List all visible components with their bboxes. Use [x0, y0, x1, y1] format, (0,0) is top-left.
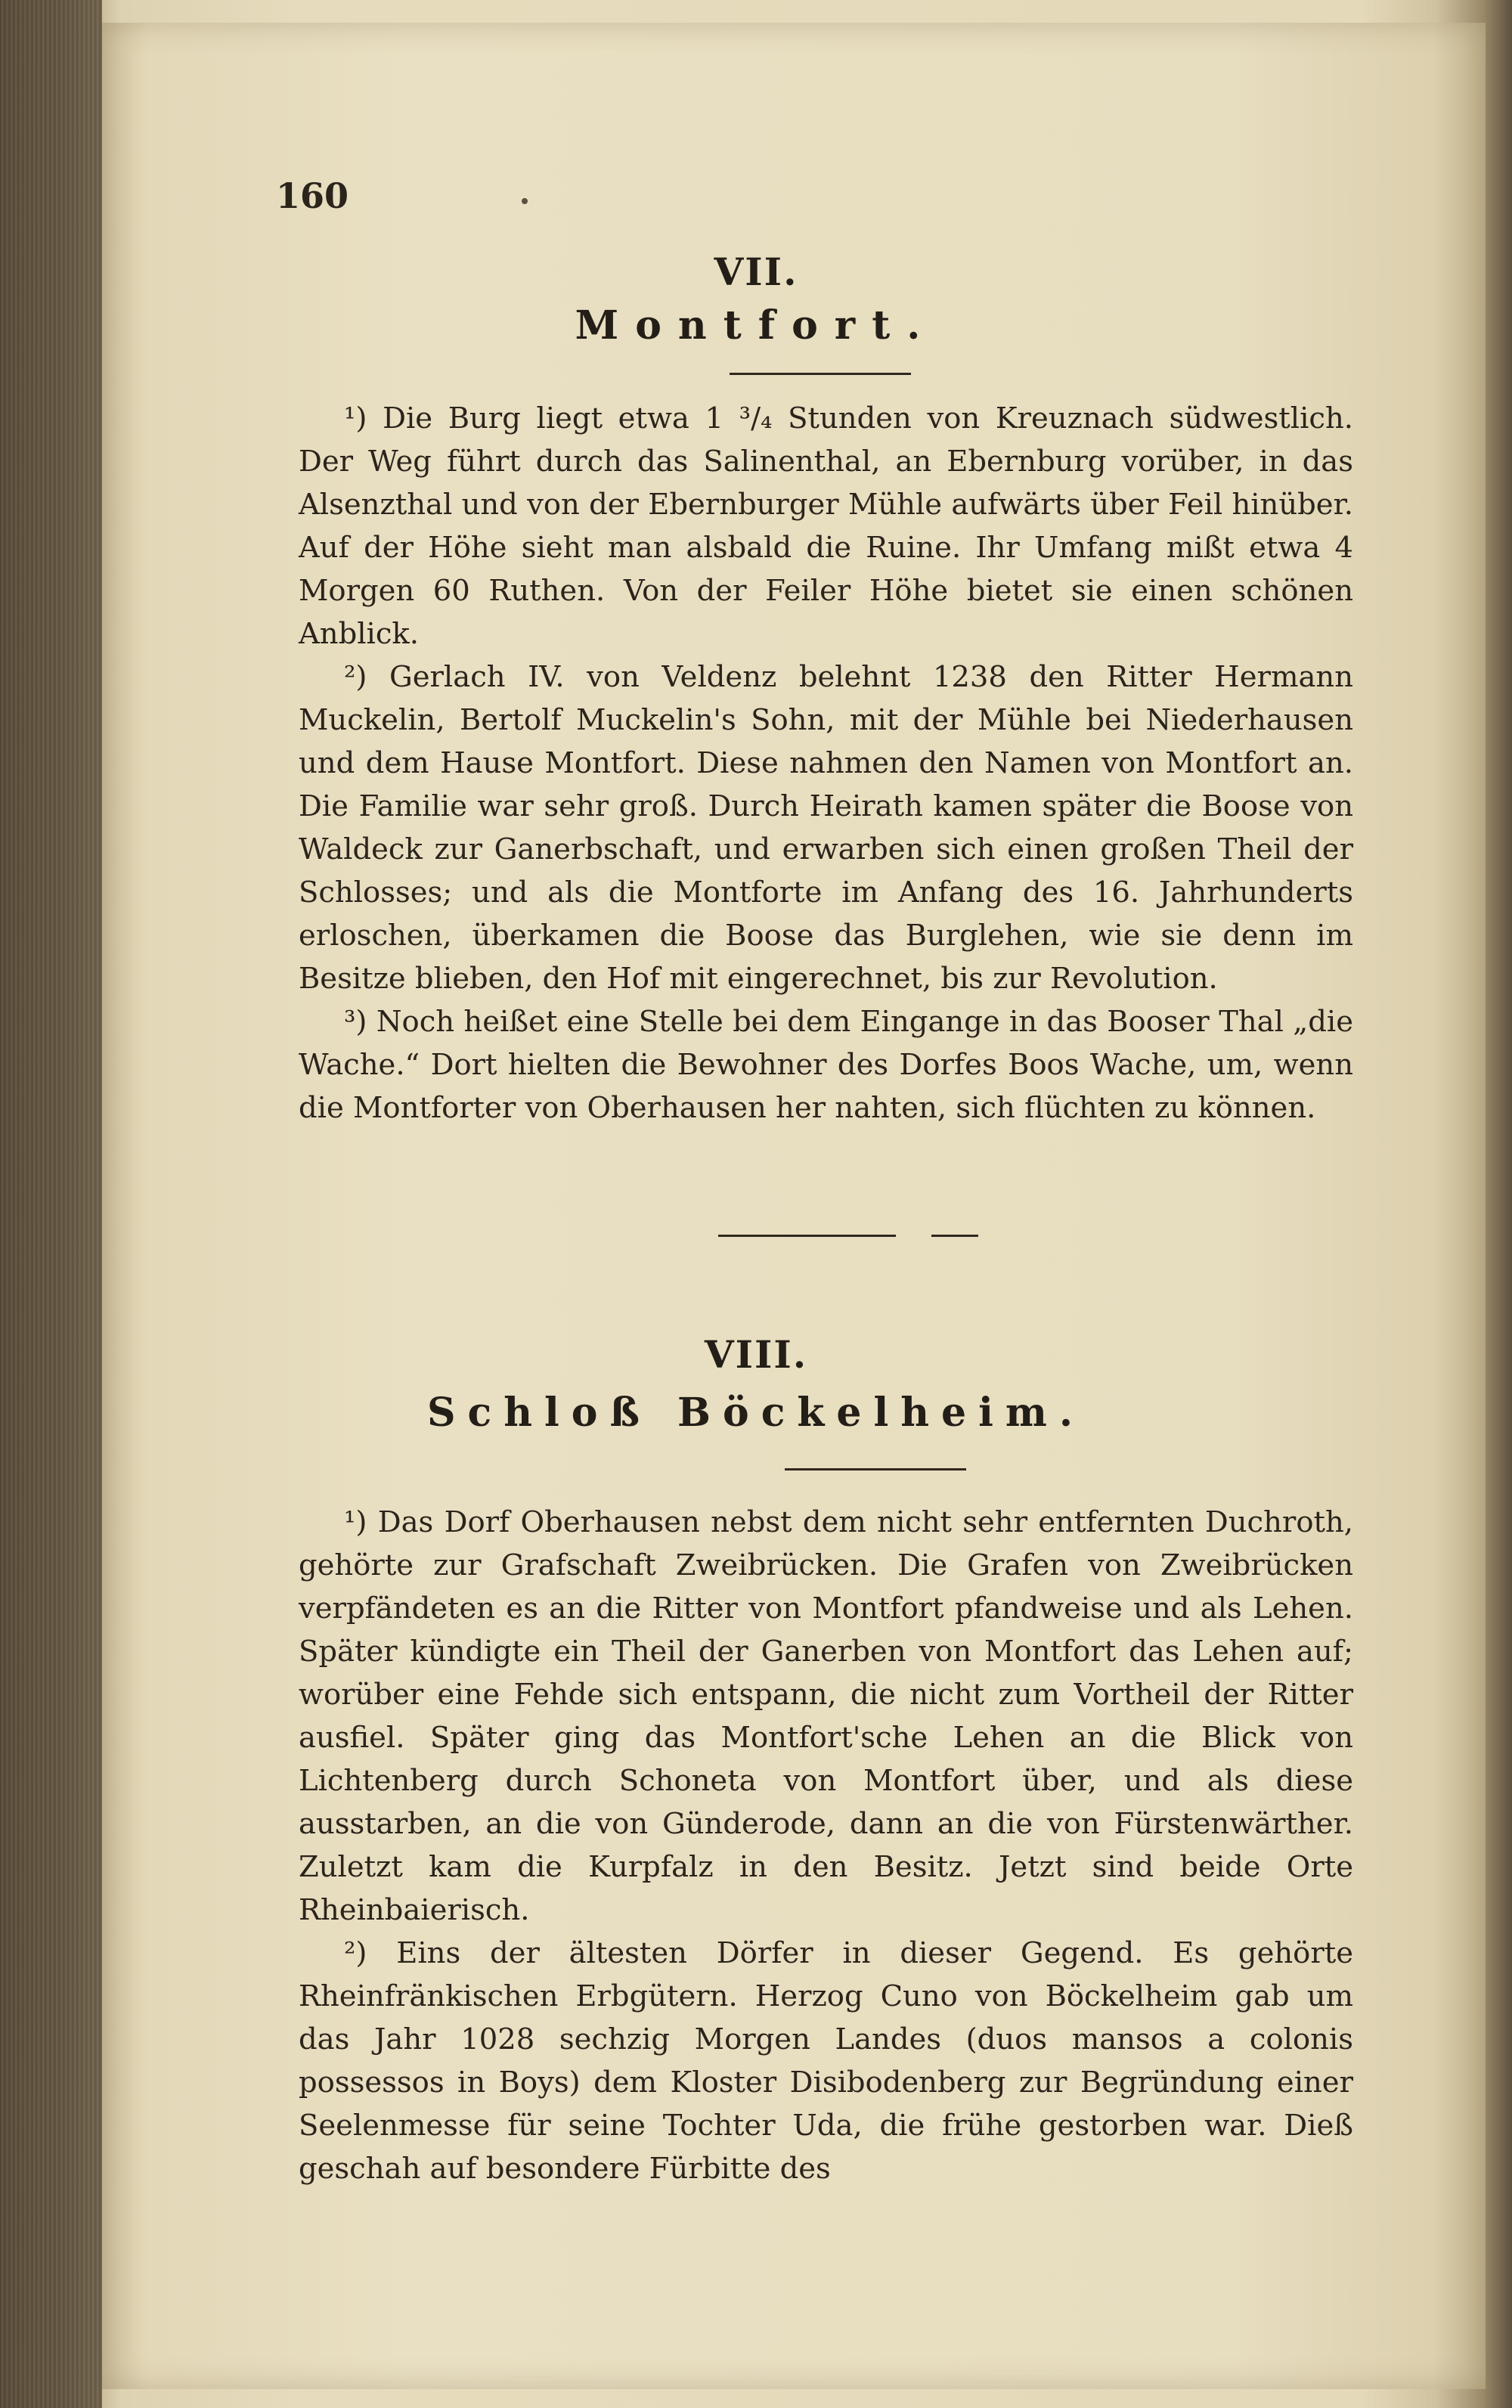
section-body-viii: [299, 1501, 1353, 2190]
footnote-paragraph: ²) Eins der ältesten Dörfer in dieser Gegend. Es gehörte Rheinfränkischen Erbgütern. Herzog Cuno von Böckelheim gab um das Jahr 1028 sechzig Morgen Landes (duos mansos a colonis possessos in Boys) dem Kloster Disibodenberg zur Begründung einer Seelenmesse für seine Tochter Uda, die frühe gestorben war. Dieß geschah auf besondere Fürbitte des: [299, 1936, 1353, 2186]
section-title-montfort: Montfort.: [575, 302, 937, 349]
footnote-paragraph: ³) Noch heißet eine Stelle bei dem Eingange in das Booser Thal „die Wache.“ Dort hielten die Bewohner des Dorfes Boos Wache, um, wenn die Montforter von Oberhausen her nahten, sich flüchten zu können.: [299, 1005, 1353, 1125]
section-separator: [931, 1235, 978, 1237]
footnote-paragraph: ²) Gerlach IV. von Veldenz belehnt 1238 den Ritter Hermann Muckelin, Bertolf Muckelin's Sohn, mit der Mühle bei Niederhausen und dem Hause Montfort. Diese nahmen den Namen von Montfort an. Die Familie war sehr groß. Durch Heirath kamen später die Boose von Waldeck zur Ganerbschaft, und erwarben sich einen großen Theil der Schlosses; und als die Montforte im Anfang des 16. Jahrhunderts erloschen, überkamen die Boose das Burglehen, wie sie denn im Besitze blieben, den Hof mit eingerechnet, bis zur Revolution.: [299, 660, 1353, 996]
section-numeral-viii: VIII.: [704, 1332, 808, 1377]
section-body-vii: [299, 397, 1353, 1130]
title-rule: [730, 373, 911, 375]
footnote-paragraph: ¹) Das Dorf Oberhausen nebst dem nicht sehr entfernten Duchroth, gehörte zur Grafschaft Zweibrücken. Die Grafen von Zweibrücken verpfändeten es an die Ritter von Montfort pfandweise und als Lehen. Später kündigte ein Theil der Ganerben von Montfort das Lehen auf; worüber eine Fehde sich entspann, die nicht zum Vortheil der Ritter ausfiel. Später ging das Montfort'sche Lehen an die Blick von Lichtenberg durch Schoneta von Montfort über, und als diese ausstarben, an die von Günderode, dann an die von Fürstenwärther. Zuletzt kam die Kurpfalz in den Besitz. Jetzt sind beide Orte Rheinbaierisch.: [299, 1505, 1353, 1927]
section-title-schloss-boeckelheim: Schloß Böckelheim.: [426, 1390, 1085, 1436]
footnote-paragraph: ¹) Die Burg liegt etwa 1 ³/₄ Stunden von Kreuznach südwestlich. Der Weg führt durch das Salinenthal, an Ebernburg vorüber, in das Alsenzthal und von der Ebernburger Mühle aufwärts über Feil hinüber. Auf der Höhe sieht man alsbald die Ruine. Ihr Umfang mißt etwa 4 Morgen 60 Ruthen. Von der Feiler Höhe bietet sie einen schönen Anblick.: [299, 401, 1353, 651]
section-separator: [718, 1235, 896, 1237]
section-numeral-vii: VII.: [714, 249, 798, 294]
page-number: 160: [276, 175, 349, 216]
title-rule: [785, 1468, 966, 1471]
ink-speck: [522, 198, 528, 204]
page-stack-edge: [0, 0, 102, 2408]
